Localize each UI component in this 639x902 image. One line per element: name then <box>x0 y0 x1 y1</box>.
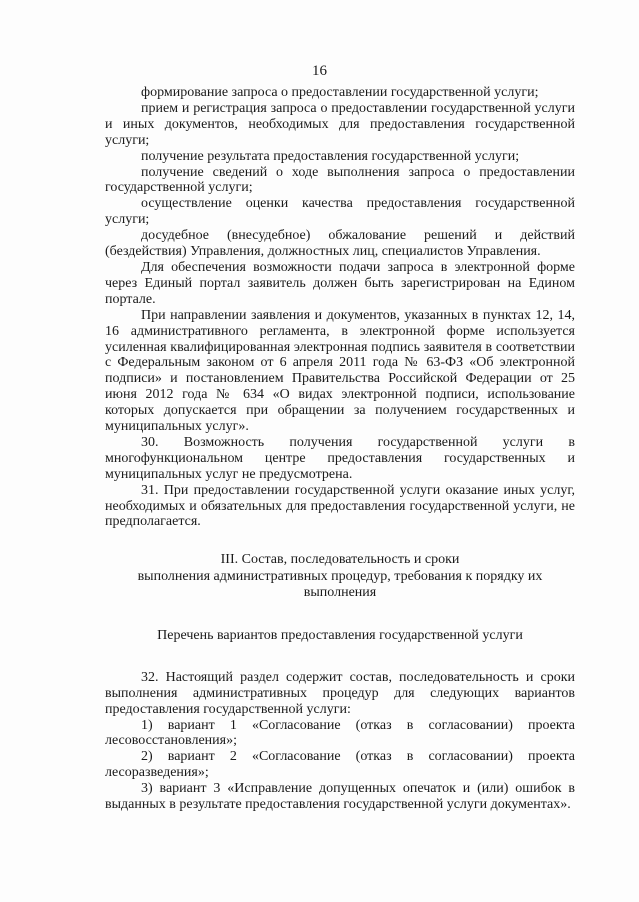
paragraph-registration: Для обеспечения возможности подачи запроса в электронной форме через Единый портал заявитель должен быть зарегистрирован на Едином портале. <box>105 259 575 307</box>
paragraph-list-item: формирование запроса о предоставлении государственной услуги; <box>141 85 539 100</box>
paragraph-variant-1: 1) вариант 1 «Согласование (отказ в согласовании) проекта лесовосстановления»; <box>105 717 575 749</box>
section-heading-line-1: III. Состав, последовательность и сроки <box>220 552 460 568</box>
section-heading-line-2: выполнения административных процедур, требования к порядку их <box>137 568 543 584</box>
spacer <box>105 602 575 628</box>
section-subheading: Перечень вариантов предоставления государственной услуги <box>157 627 523 643</box>
paragraph-list-item: прием и регистрация запроса о предоставлении государственной услуги и иных документов, необходимых для предоставления государственной услуги; <box>105 100 575 148</box>
paragraph-list-item: осуществление оценки качества предоставления государственной услуги; <box>105 196 575 228</box>
paragraph-clause-30: 30. Возможность получения государственной услуги в многофункциональном центре предоставления государственных и муниципальных услуг не предусмотрена. <box>105 434 575 482</box>
document-body <box>105 85 575 813</box>
section-heading-line-3: выполнения <box>303 585 377 601</box>
paragraph-electronic-signature: При направлении заявления и документов, указанных в пунктах 12, 14, 16 административного регламента, в электронной форме используется усиленная квалифицированная электронная подпись заявителя в соответствии с Федеральным законом от 6 апреля 2011 года № 63-ФЗ «Об электронной подписи» и постановлением Правительства Российской Федерации от 25 июня 2012 года № 634 «О видах электронной подписи, использование которых допускается при обращении за получением государственных и муниципальных услуг». <box>105 307 575 435</box>
spacer <box>105 530 575 552</box>
paragraph-list-item: получение сведений о ходе выполнения запроса о предоставлении государственной услуги; <box>105 164 575 196</box>
paragraph-clause-32: 32. Настоящий раздел содержит состав, последовательность и сроки выполнения административных процедур для следующих вариантов предоставления государственной услуги: <box>105 669 575 717</box>
paragraph-list-item: получение результата предоставления государственной услуги; <box>141 148 520 164</box>
paragraph-clause-31: 31. При предоставлении государственной услуги оказание иных услуг, необходимых и обязательных для предоставления государственной услуги, не предполагается. <box>105 482 575 530</box>
paragraph-list-item: досудебное (внесудебное) обжалование решений и действий (бездействия) Управления, должностных лиц, специалистов Управления. <box>105 228 575 260</box>
page-number: 16 <box>312 63 327 79</box>
spacer <box>105 644 575 670</box>
paragraph-variant-2: 2) вариант 2 «Согласование (отказ в согласовании) проекта лесоразведения»; <box>105 749 575 781</box>
paragraph-variant-3: 3) вариант 3 «Исправление допущенных опечаток и (или) ошибок в выданных в результате предоставления государственной услуги документах». <box>105 781 575 813</box>
